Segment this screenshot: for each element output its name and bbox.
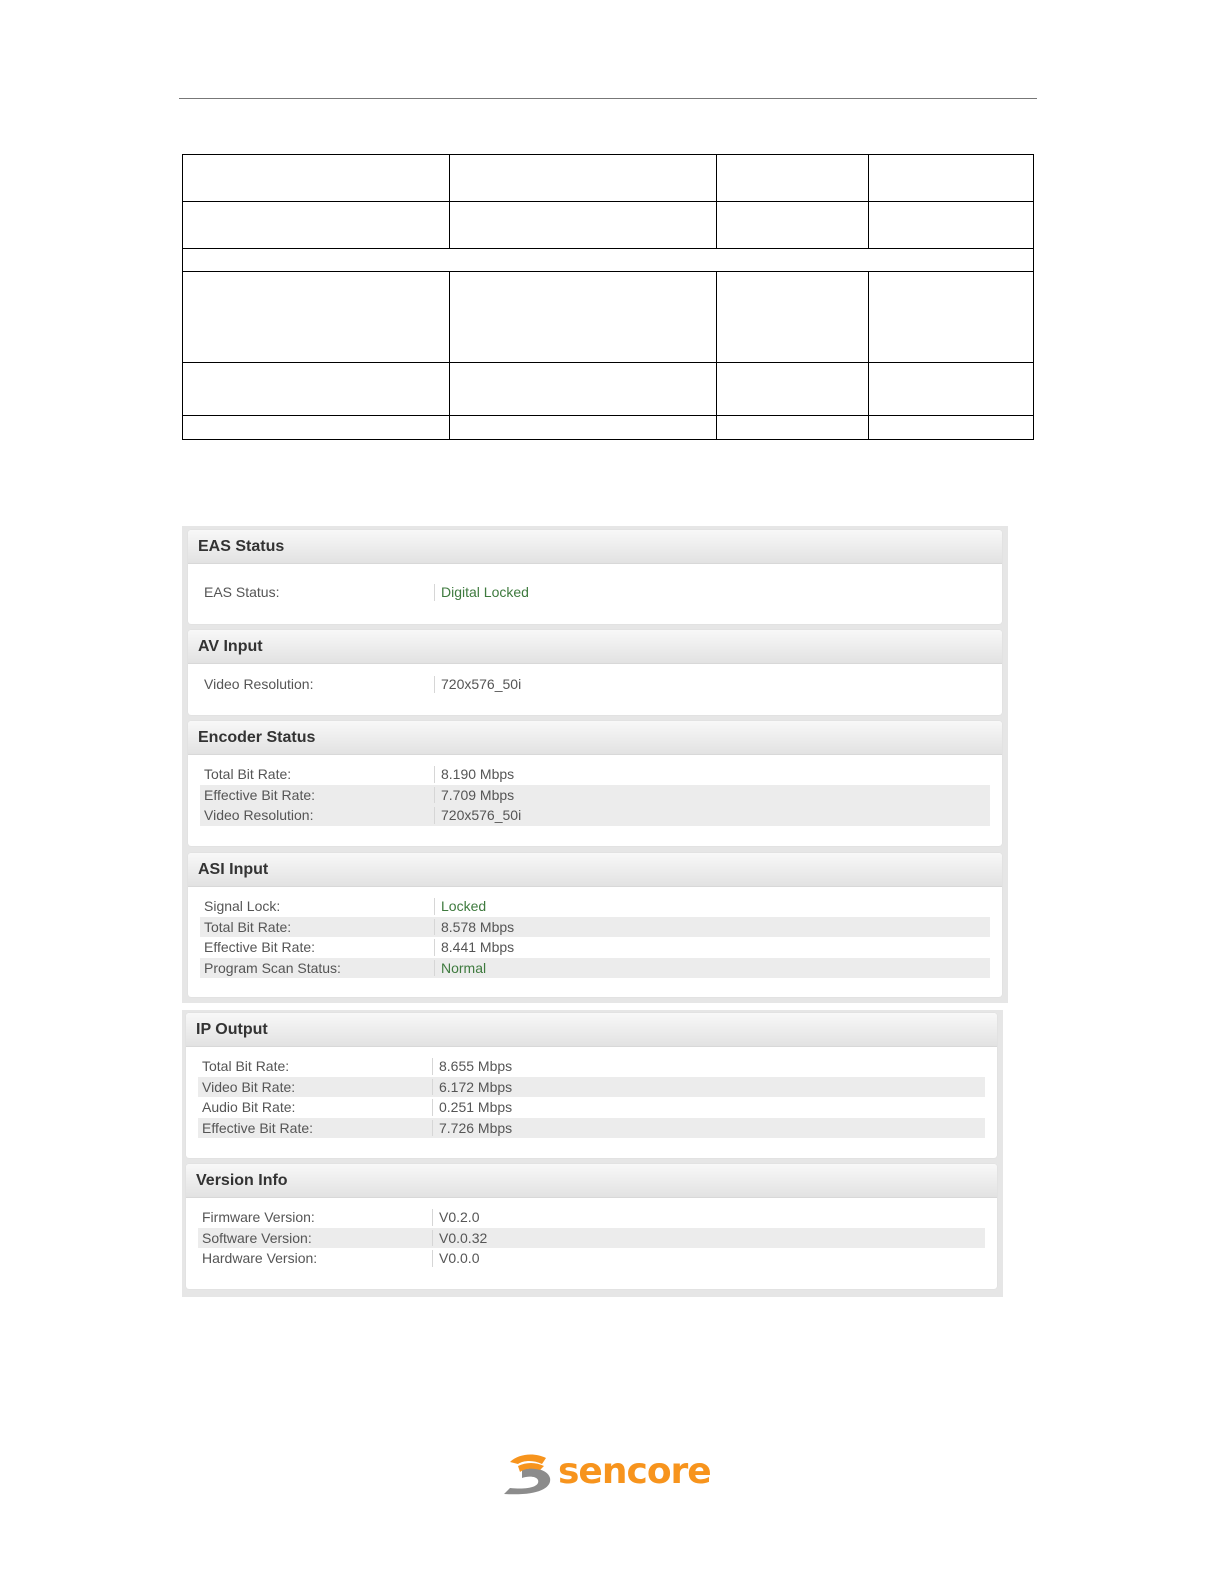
row-value: 8.578 Mbps [441, 918, 515, 935]
row-value: Locked [441, 898, 487, 914]
panel-title: Encoder Status [188, 721, 1002, 755]
status-row [198, 1097, 985, 1118]
column-divider [434, 766, 435, 783]
row-label: Effective Bit Rate: [202, 1119, 314, 1136]
column-divider [432, 1209, 433, 1226]
column-divider [432, 1058, 433, 1075]
status-row [198, 1248, 985, 1269]
status-row [200, 917, 990, 938]
eas-status-panel [188, 530, 1002, 624]
row-label: Effective Bit Rate: [204, 939, 316, 955]
sencore-logo [500, 1440, 720, 1500]
row-label: Video Bit Rate: [202, 1078, 296, 1095]
panel-title: ASI Input [188, 853, 1002, 887]
row-label: Firmware Version: [202, 1209, 315, 1225]
status-row [200, 764, 990, 785]
row-value: 7.709 Mbps [441, 786, 515, 803]
ip-output-panel [186, 1013, 997, 1158]
status-row [200, 937, 990, 958]
empty-document-table [182, 154, 1034, 440]
row-label: Software Version: [202, 1229, 312, 1246]
status-row [198, 1207, 985, 1228]
encoder-status-panel [188, 721, 1002, 846]
panel-title: EAS Status [188, 530, 1002, 564]
status-row [200, 785, 990, 806]
row-label: Signal Lock: [204, 898, 281, 914]
status-row [200, 582, 990, 603]
row-label: Video Resolution: [204, 676, 314, 692]
row-value: 8.441 Mbps [441, 939, 515, 955]
sencore-s-logo-icon [500, 1440, 720, 1500]
column-divider [434, 919, 435, 936]
row-value: 8.190 Mbps [441, 766, 515, 782]
row-label: Effective Bit Rate: [204, 786, 316, 803]
row-value: V0.2.0 [439, 1209, 480, 1225]
row-label: Total Bit Rate: [204, 918, 292, 935]
logo-wordmark: sencore [558, 1451, 711, 1492]
status-screenshot-bottom [182, 1010, 1003, 1297]
status-row [198, 1228, 985, 1249]
row-value: 0.251 Mbps [439, 1099, 513, 1115]
column-divider [432, 1099, 433, 1116]
row-label: Hardware Version: [202, 1250, 318, 1266]
row-label: Program Scan Status: [204, 959, 341, 976]
row-value: 7.726 Mbps [439, 1119, 513, 1136]
column-divider [432, 1230, 433, 1247]
status-row [198, 1077, 985, 1098]
status-row [200, 958, 990, 979]
row-value: Digital Locked [441, 584, 529, 600]
row-value: V0.0.0 [439, 1250, 480, 1266]
row-value: 6.172 Mbps [439, 1078, 513, 1095]
panel-title: AV Input [188, 630, 1002, 664]
column-divider [434, 807, 435, 824]
row-label: Video Resolution: [204, 807, 314, 823]
row-value: 720x576_50i [441, 676, 522, 692]
row-value: 8.655 Mbps [439, 1058, 513, 1074]
column-divider [434, 787, 435, 804]
column-divider [432, 1250, 433, 1267]
row-label: EAS Status: [204, 584, 280, 600]
status-row [198, 1118, 985, 1139]
asi-input-panel [188, 853, 1002, 997]
row-value: 720x576_50i [441, 807, 522, 823]
column-divider [432, 1079, 433, 1096]
row-value: Normal [441, 959, 487, 976]
column-divider [434, 960, 435, 977]
column-divider [434, 939, 435, 956]
status-row [200, 674, 990, 695]
row-label: Audio Bit Rate: [202, 1099, 296, 1115]
av-input-panel [188, 630, 1002, 715]
status-screenshot-top [182, 526, 1008, 1003]
panel-title: Version Info [186, 1164, 997, 1198]
panel-title: IP Output [186, 1013, 997, 1047]
status-row [198, 1056, 985, 1077]
row-label: Total Bit Rate: [202, 1058, 290, 1074]
column-divider [432, 1120, 433, 1137]
header-rule [179, 98, 1037, 99]
row-value: V0.0.32 [439, 1229, 488, 1246]
column-divider [434, 676, 435, 693]
status-row [200, 896, 990, 917]
version-info-panel [186, 1164, 997, 1289]
column-divider [434, 898, 435, 915]
column-divider [434, 584, 435, 601]
row-label: Total Bit Rate: [204, 766, 292, 782]
status-row [200, 805, 990, 826]
